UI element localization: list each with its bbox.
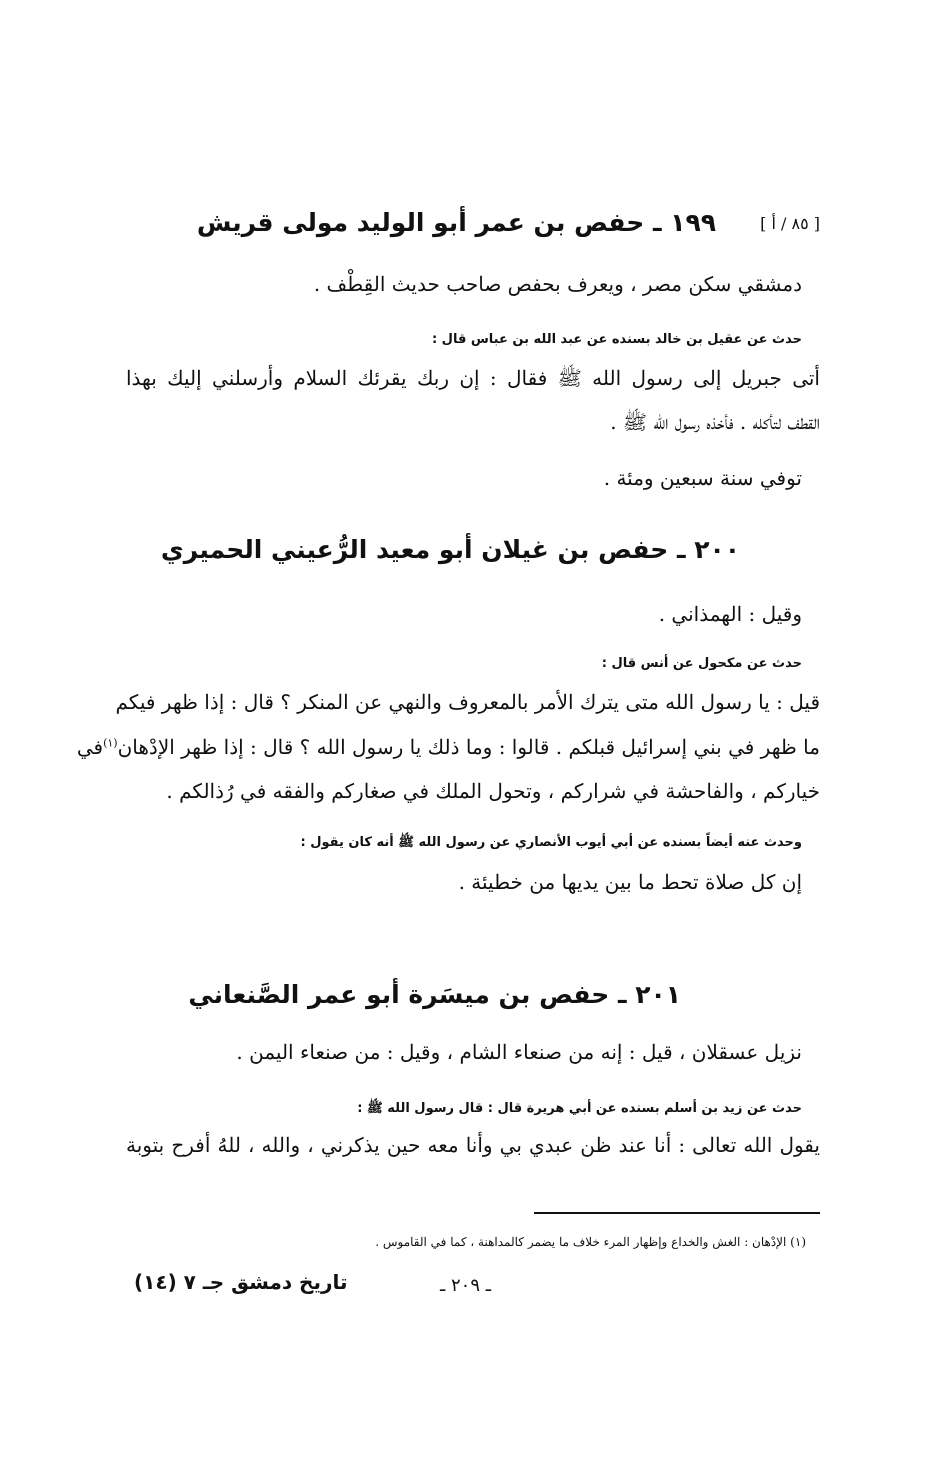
entry-200-text-line-2-main: ما ظهر في بني إسرائيل قبلكم . قالوا : وما ذلك يا رسول الله ؟ قال : إذا ظهر الإدْهان$^{(١)}$	[103, 735, 820, 759]
entry-199-bio: دمشقي سكن مصر ، ويعرف بحفص صاحب حديث القِطْف .	[313, 272, 802, 296]
entry-200-heading: ٢٠٠ ـ حفص بن غيلان أبو معيد الرُّعيني الحميري	[160, 535, 740, 564]
entry-200-text-line-2	[76, 735, 820, 759]
entry-201-bio: نزيل عسقلان ، قيل : إنه من صنعاء الشام ، وقيل : من صنعاء اليمن .	[236, 1040, 802, 1064]
entry-200-text-line-2-end: في	[76, 735, 104, 759]
entry-199-death: توفي سنة سبعين ومئة .	[603, 466, 802, 490]
entry-200-text-2: إن كل صلاة تحط ما بين يديها من خطيئة .	[458, 870, 802, 894]
entry-201-isnad: حدث عن زيد بن أسلم بسنده عن أبي هريرة قال : قال رسول الله ﷺ :	[357, 1101, 802, 1116]
book-reference: تاريخ دمشق جـ ٧ (١٤)	[134, 1270, 348, 1294]
entry-201-heading: ٢٠١ ـ حفص بن ميسَرة أبو عمر الصَّنعاني	[188, 980, 681, 1009]
entry-200-text-line-3: خياركم ، والفاحشة في شراركم ، وتحول الملك في صغاركم والفقه في رُذالكم .	[166, 779, 820, 803]
entry-199-text-line-1: أتى جبريل إلى رسول الله ﷺ فقال : إن ربك يقرئك السلام وأرسلني إليك بهذا	[126, 366, 820, 390]
entry-200-isnad: حدث عن مكحول عن أنس قال :	[601, 656, 802, 671]
footnote-separator	[534, 1212, 820, 1214]
entry-200-text-line-1: قيل : يا رسول الله متى يترك الأمر بالمعروف والنهي عن المنكر ؟ قال : إذا ظهر فيكم	[115, 690, 820, 714]
entry-200-isnad-2: وحدث عنه أيضاً بسنده عن أبي أيوب الأنصاري عن رسول الله ﷺ أنه كان يقول :	[300, 835, 802, 850]
entry-199-text-line-2: القطف لتأكله . فأخذه رسول الله ﷺ .	[610, 410, 820, 434]
entry-199-heading: ١٩٩ ـ حفص بن عمر أبو الوليد مولى قريش	[196, 208, 716, 237]
footnote-marker: (١)	[103, 736, 118, 750]
entry-200-alias: وقيل : الهمذاني .	[658, 602, 802, 626]
entry-201-text: يقول الله تعالى : أنا عند ظن عبدي بي وأنا معه حين يذكرني ، والله ، للهُ أفرح بتوبة	[126, 1133, 820, 1157]
footnote-text: (١) الإدْهان : الغش والخداع وإظهار المرء خلاف ما يضمر كالمداهنة ، كما في القاموس .	[375, 1235, 806, 1249]
page-number: ـ ٢٠٩ ـ	[440, 1275, 492, 1296]
entry-199-isnad: حدث عن عقيل بن خالد بسنده عن عبد الله بن عباس قال :	[431, 332, 802, 347]
folio-marker: [ ٨٥ / أ ]	[760, 214, 820, 233]
